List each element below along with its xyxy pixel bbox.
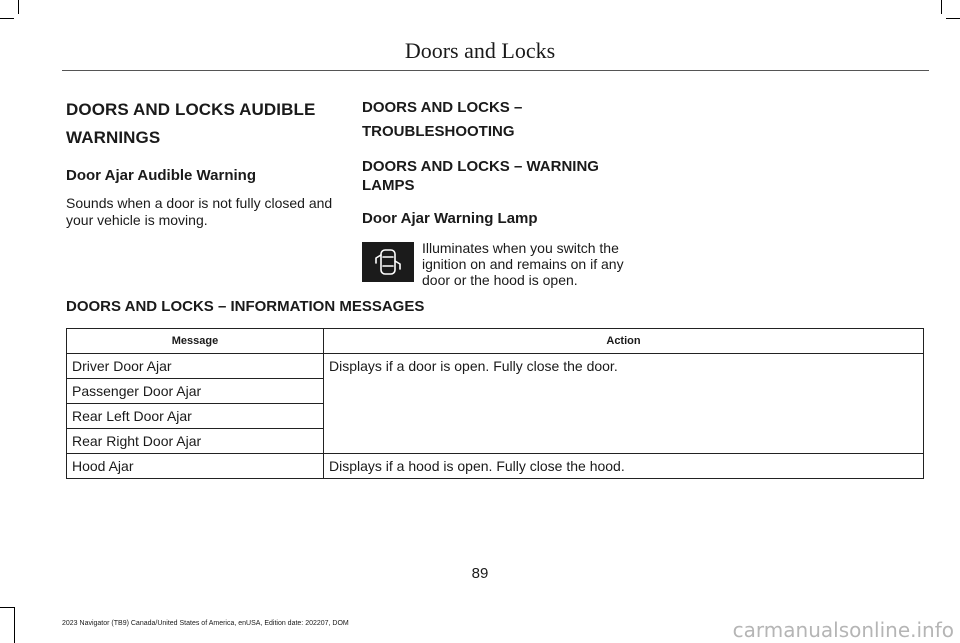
crop-mark — [0, 18, 14, 19]
crop-mark — [0, 607, 14, 608]
information-messages-table — [66, 328, 924, 479]
heading-line: LAMPS — [362, 177, 415, 194]
page-number: 89 — [471, 565, 489, 582]
column-header-message: Message — [67, 329, 324, 354]
right-column — [362, 98, 642, 296]
crop-mark — [14, 607, 15, 643]
subheading-door-ajar-audible: Door Ajar Audible Warning — [66, 167, 256, 184]
section-heading-audible-warnings — [66, 98, 346, 149]
message-cell: Rear Left Door Ajar — [67, 404, 324, 429]
lamp-row — [362, 240, 642, 296]
left-column — [66, 98, 346, 229]
heading-line: DOORS AND LOCKS – WARNING — [362, 158, 599, 175]
message-cell: Passenger Door Ajar — [67, 379, 324, 404]
page-header-title: Doors and Locks — [404, 38, 556, 63]
heading-line: DOORS AND LOCKS AUDIBLE — [66, 100, 316, 119]
subheading-door-ajar-lamp: Door Ajar Warning Lamp — [362, 210, 538, 227]
column-header-action: Action — [324, 329, 924, 354]
edition-footer: 2023 Navigator (TB9) Canada/United States of America, enUSA, Edition date: 202207, DOM — [62, 620, 349, 627]
watermark: carmanualsonline.info — [732, 618, 954, 642]
crop-mark — [941, 0, 942, 14]
lamp-text-line: door or the hood is open. — [422, 272, 578, 288]
table-row — [67, 354, 924, 379]
lamp-text-line: Illuminates when you switch the — [422, 240, 619, 256]
body-line: Sounds when a door is not fully closed and — [66, 195, 333, 211]
table-header-row — [67, 329, 924, 354]
message-cell: Driver Door Ajar — [67, 354, 324, 379]
crop-mark — [18, 0, 19, 14]
lamp-text-line: ignition on and remains on if any — [422, 256, 624, 272]
crop-mark — [946, 18, 960, 19]
heading-line: TROUBLESHOOTING — [362, 123, 515, 140]
section-heading-troubleshooting — [362, 98, 642, 141]
door-ajar-audible-text — [66, 195, 346, 229]
section-heading-warning-lamps — [362, 157, 642, 195]
message-cell: Rear Right Door Ajar — [67, 429, 324, 454]
information-messages-heading: DOORS AND LOCKS – INFORMATION MESSAGES — [66, 298, 425, 315]
action-cell: Displays if a door is open. Fully close the door. — [324, 354, 924, 454]
message-cell: Hood Ajar — [67, 454, 324, 479]
heading-line: DOORS AND LOCKS – — [362, 99, 523, 116]
lamp-description — [422, 240, 637, 288]
action-cell: Displays if a hood is open. Fully close the hood. — [324, 454, 924, 479]
door-ajar-icon — [362, 242, 414, 282]
heading-line: WARNINGS — [66, 128, 161, 147]
table-row — [67, 454, 924, 479]
header-divider — [62, 70, 929, 71]
body-line: your vehicle is moving. — [66, 212, 208, 228]
